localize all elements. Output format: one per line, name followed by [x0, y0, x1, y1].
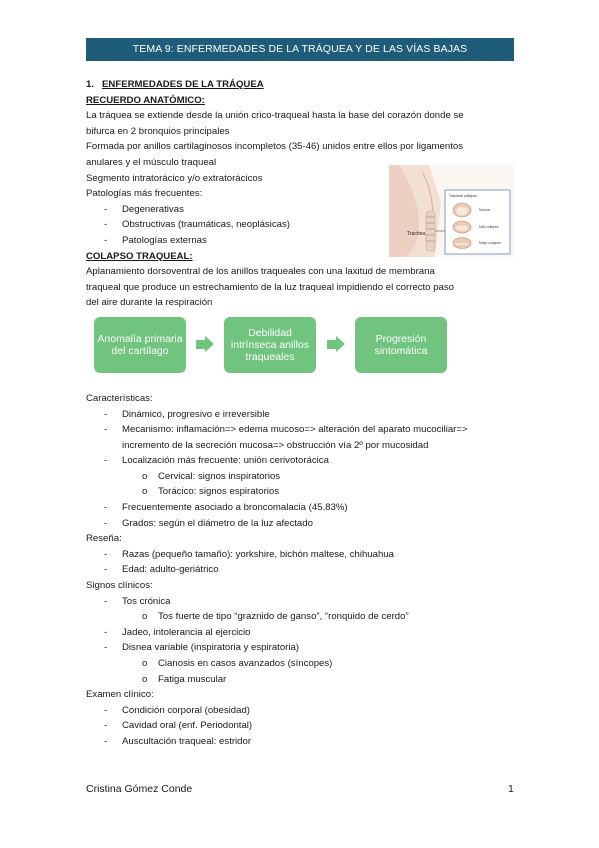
list-item: - Edad: adulto-geriátrico: [86, 562, 516, 578]
section-title: ENFERMEDADES DE LA TRÁQUEA: [102, 79, 264, 90]
trachea-anatomy-illustration: [389, 165, 514, 257]
flow-step-1: Anomalía primaria del cartílago: [94, 317, 186, 373]
subsection-title-colapso: COLAPSO TRAQUEAL:: [86, 250, 193, 262]
footer-author: Cristina Gómez Conde: [86, 783, 193, 795]
paragraph-line: Formada por anillos cartilaginosos incompletos (35-46) unidos entre ellos por ligamentos: [86, 141, 464, 153]
paragraph-line: bifurca en 2 bronquios principales: [86, 125, 230, 137]
sub-list-item: o Tos fuerte de tipo “graznido de ganso”, “ronquido de cerdo”: [86, 609, 516, 625]
examen-title: Examen clínico:: [86, 689, 154, 701]
section-number: 1.: [86, 79, 95, 90]
list-item: - Auscultación traqueal: estridor: [86, 734, 516, 750]
trachea-label: Trachea: [407, 231, 426, 237]
paragraph-line: La tráquea se extiende desde la unión crico-traqueal hasta la base del corazón donde se: [86, 110, 464, 122]
list-item: - Degenerativas: [86, 202, 516, 218]
panel-label: Normal: [479, 208, 490, 212]
sub-list-item: o Fatiga muscular: [86, 672, 516, 688]
list-item: - Jadeo, intolerancia al ejercicio: [86, 625, 516, 641]
resena-title: Reseña:: [86, 533, 122, 545]
list-item: - Localización más frecuente: unión cerivotorácica: [86, 453, 516, 469]
signos-title: Signos clínicos:: [86, 580, 153, 592]
paragraph-line: del aire durante la respiración: [86, 297, 213, 309]
paragraph-line: Aplanamiento dorsoventral de los anillos traqueales con una laxitud de membrana: [86, 266, 435, 278]
list-item: - Frecuentemente asociado a broncomalacia (45.83%): [86, 500, 516, 516]
paragraph-line: Patologías más frecuentes:: [86, 188, 203, 200]
list-item: - Mecanismo: inflamación=> edema mucoso=> alteración del aparato mucociliar=>: [86, 422, 516, 438]
section-heading: [86, 77, 516, 93]
page-number: 1: [508, 783, 514, 795]
flow-step-2: Debilidad intrínseca anillos traqueales: [224, 317, 316, 373]
list-item: - Dinámico, progresivo e irreversible: [86, 407, 516, 423]
paragraph-line: traqueal que produce un estrechamiento de la luz traqueal impidiendo el correcto paso: [86, 281, 454, 293]
chapter-banner: TEMA 9: ENFERMEDADES DE LA TRÁQUEA Y DE LAS VÍAS BAJAS: [86, 38, 514, 61]
list-item-continuation: incremento de la secreción mucosa=> obstrucción vía 2º por mucosidad: [122, 439, 429, 451]
list-item: - Patologías externas: [86, 233, 516, 249]
list-item: - Razas (pequeño tamaño): yorkshire, bichón maltese, chihuahua: [86, 547, 516, 563]
list-item: - Disnea variable (inspiratoria y espiratoria): [86, 640, 516, 656]
list-item: - Tos crónica: [86, 594, 516, 610]
sub-list-item: o Cianosis en casos avanzados (síncopes): [86, 656, 516, 672]
subsection-title-recuerdo: RECUERDO ANATÓMICO:: [86, 94, 205, 106]
list-item: - Obstructivas (traumáticas, neoplásicas): [86, 217, 516, 233]
paragraph-line: anulares y el músculo traqueal: [86, 156, 217, 168]
sub-list-item: o Torácico: signos espiratorios: [86, 484, 516, 500]
panel-label: Mild collapse: [479, 225, 499, 229]
paragraph-line: Segmento intratorácico y/o extratorácicos: [86, 172, 263, 184]
panel-label: Major collapse: [479, 241, 501, 245]
list-item: - Condición corporal (obesidad): [86, 703, 516, 719]
process-flow-diagram: [86, 311, 516, 391]
panel-title: Tracheal collapse: [449, 194, 478, 198]
flow-step-3: Progresión sintomática: [355, 317, 447, 373]
sub-list-item: o Cervical: signos inspiratorios: [86, 469, 516, 485]
list-item: - Cavidad oral (enf. Periodontal): [86, 718, 516, 734]
caracteristicas-title: Características:: [86, 392, 153, 404]
list-item: - Grados: según el diámetro de la luz afectado: [86, 516, 516, 532]
